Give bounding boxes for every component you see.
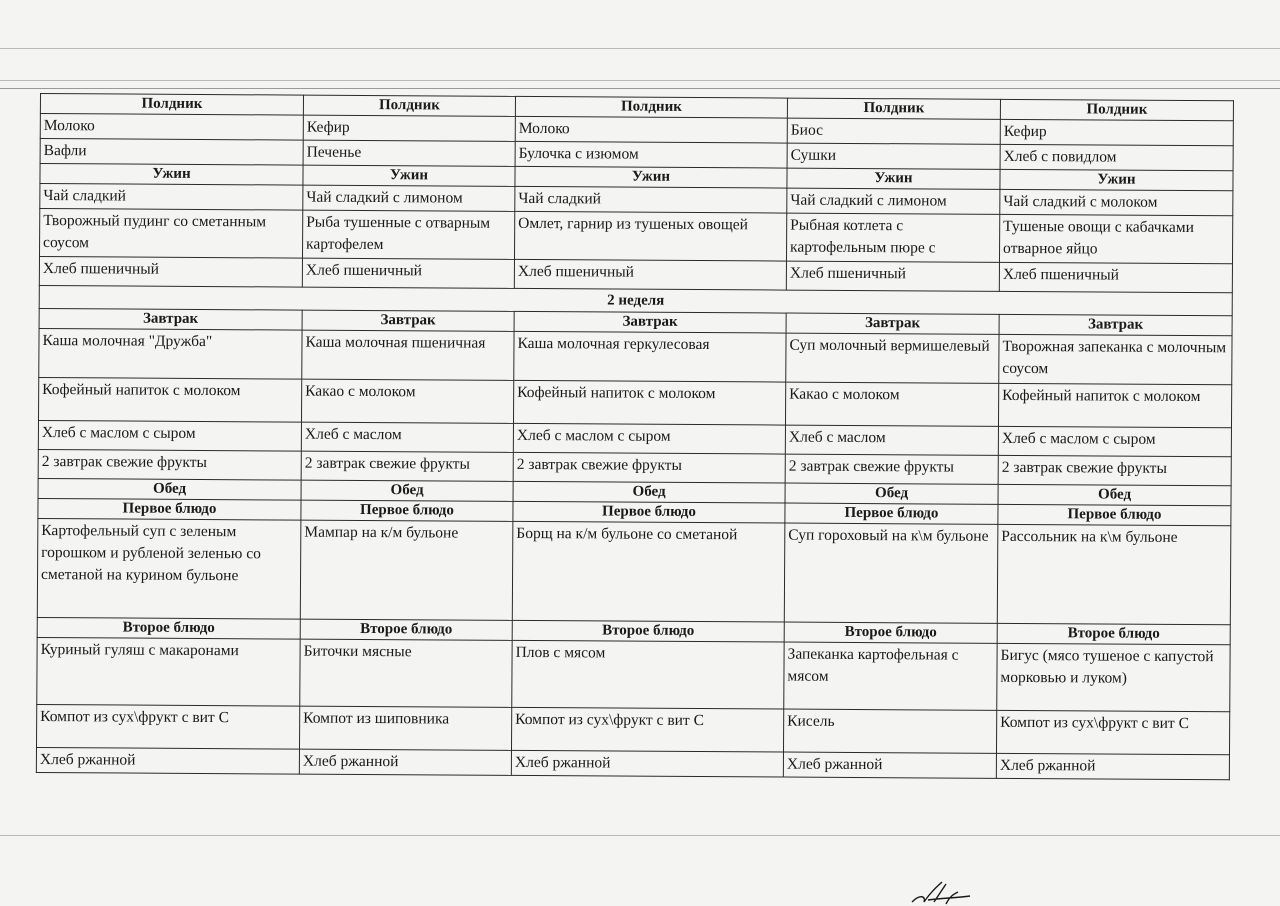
menu-cell: Бигус (мясо тушеное с капустой морковью и луком) [997,643,1230,711]
section-heading: Ужин [40,164,303,186]
section-heading: Обед [38,478,301,500]
menu-cell: 2 завтрак свежие фрукты [998,455,1231,485]
menu-table [36,93,1234,780]
menu-cell: Рыбная котлета с картофельным пюре с [786,213,999,262]
menu-cell: Тушеные овощи с кабачками отварное яйцо [999,214,1232,263]
menu-cell: Каша молочная пшеничная [302,330,514,380]
section-heading: Ужин [303,165,515,186]
section-heading: Завтрак [514,311,786,333]
menu-cell: Суп молочный вермишелевый [786,333,999,383]
section-heading: Обед [301,480,513,501]
section-heading: Второе блюдо [512,620,784,642]
menu-cell: Компот из сух\фрукт с вит С [511,707,783,752]
signature-mark [908,880,974,906]
menu-cell: Хлеб ржанной [511,750,783,777]
menu-cell: Булочка с изюмом [515,141,787,168]
section-heading: Ужин [787,168,1000,189]
menu-cell: Плов с мясом [512,640,784,709]
menu-cell: Компот из сух\фрукт с вит С [37,704,300,749]
menu-cell: Запеканка картофельная с мясом [784,642,997,710]
menu-cell: Какао с молоком [785,382,998,426]
menu-cell: Биос [787,118,1000,144]
menu-cell: Борщ на к/м бульоне со сметаной [512,521,785,622]
menu-cell: Молоко [40,114,303,141]
menu-cell: Хлеб пшеничный [786,261,999,291]
section-heading: Второе блюдо [784,622,997,643]
menu-cell: Биточки мясные [300,639,512,707]
menu-cell: Сушки [787,143,1000,169]
menu-cell: Хлеб пшеничный [39,257,302,288]
menu-cell: 2 завтрак свежие фрукты [513,452,785,483]
menu-cell: Компот из шиповника [299,706,511,750]
section-heading: Второе блюдо [300,619,512,640]
menu-cell: Кефир [303,115,515,141]
menu-cell: Хлеб с маслом с сыром [513,423,785,454]
menu-cell: Кофейный напиток с молоком [998,383,1231,427]
menu-cell: 2 завтрак свежие фрукты [785,454,998,484]
menu-cell: Хлеб с повидлом [1000,144,1233,170]
menu-page [36,93,1233,780]
scan-rule [0,80,1280,81]
menu-cell: Кисель [783,709,996,753]
menu-cell: Мампар на к/м бульоне [300,520,513,620]
menu-cell: Хлеб пшеничный [999,262,1232,292]
menu-cell: Хлеб с маслом [785,425,998,455]
menu-cell: Хлеб ржанной [783,752,996,778]
menu-cell: Чай сладкий [515,186,787,213]
section-heading: Полдник [1000,99,1233,120]
table-row [37,637,1230,711]
menu-cell: Хлеб ржанной [996,753,1229,779]
menu-cell: 2 завтрак свежие фрукты [301,451,513,481]
section-heading: Полдник [40,94,303,116]
section-heading: Второе блюдо [37,617,300,639]
table-row [38,377,1231,427]
week-label: 2 неделя [39,285,1232,315]
menu-cell: Картофельный суп с зеленым горошком и рубленой зеленью со сметаной на курином бульоне [37,518,301,619]
section-heading: Обед [998,484,1231,505]
section-heading: Первое блюдо [785,503,998,524]
scan-rule [0,835,1280,836]
menu-cell: Рыба тушенные с отварным картофелем [302,210,514,259]
menu-cell: Каша молочная "Дружба" [39,328,302,379]
section-heading: Первое блюдо [38,498,301,520]
menu-cell: Чай сладкий с молоком [1000,189,1233,215]
section-heading: Полдник [787,98,1000,119]
section-heading: Завтрак [786,313,999,334]
menu-cell: Кефир [1000,119,1233,145]
menu-cell: Молоко [515,116,787,143]
menu-cell: Вафли [40,139,303,166]
menu-cell: Творожная запеканка с молочным соусом [999,334,1232,384]
menu-cell: Творожный пудинг со сметанным соусом [40,209,303,259]
scan-rule [0,88,1280,89]
menu-cell: Хлеб с маслом [301,422,513,452]
menu-cell: Компот из сух\фрукт с вит С [996,710,1229,754]
menu-cell: Хлеб ржанной [36,747,299,774]
table-row [40,209,1233,264]
menu-cell: Хлеб с маслом с сыром [38,420,301,451]
menu-cell: Хлеб ржанной [299,749,511,775]
table-row [39,328,1232,384]
section-heading: Первое блюдо [998,504,1231,525]
table-row [37,518,1231,624]
section-heading: Первое блюдо [301,500,513,521]
menu-cell: Чай сладкий [40,184,303,211]
menu-cell: Каша молочная геркулесовая [514,331,786,382]
section-heading: Полдник [515,96,787,118]
section-heading: Ужин [1000,169,1233,190]
menu-cell: Рассольник на к\м бульоне [997,524,1231,624]
menu-cell: Омлет, гарнир из тушеных овощей [514,211,786,261]
section-heading: Завтрак [302,310,514,331]
section-heading: Ужин [515,166,787,188]
menu-cell: Хлеб пшеничный [514,259,786,290]
section-heading: Завтрак [39,308,302,330]
section-heading: Завтрак [999,314,1232,335]
menu-cell: Кофейный напиток с молоком [38,377,301,422]
section-heading: Полдник [303,95,515,116]
menu-cell: 2 завтрак свежие фрукты [38,449,301,480]
menu-cell: Чай сладкий с лимоном [787,188,1000,214]
section-heading: Второе блюдо [997,623,1230,644]
menu-cell: Печенье [303,140,515,166]
section-heading: Обед [513,481,785,503]
section-heading: Первое блюдо [513,501,785,523]
menu-cell: Хлеб с маслом с сыром [998,426,1231,456]
section-heading: Обед [785,483,998,504]
scan-rule [0,48,1280,49]
menu-cell: Чай сладкий с лимоном [303,185,515,211]
menu-cell: Хлеб пшеничный [302,258,514,288]
table-row [37,704,1230,754]
menu-cell: Суп гороховый на к\м бульоне [784,523,998,623]
menu-cell: Какао с молоком [301,379,513,423]
menu-cell: Куриный гуляш с макаронами [37,637,300,706]
menu-cell: Кофейный напиток с молоком [513,380,785,425]
